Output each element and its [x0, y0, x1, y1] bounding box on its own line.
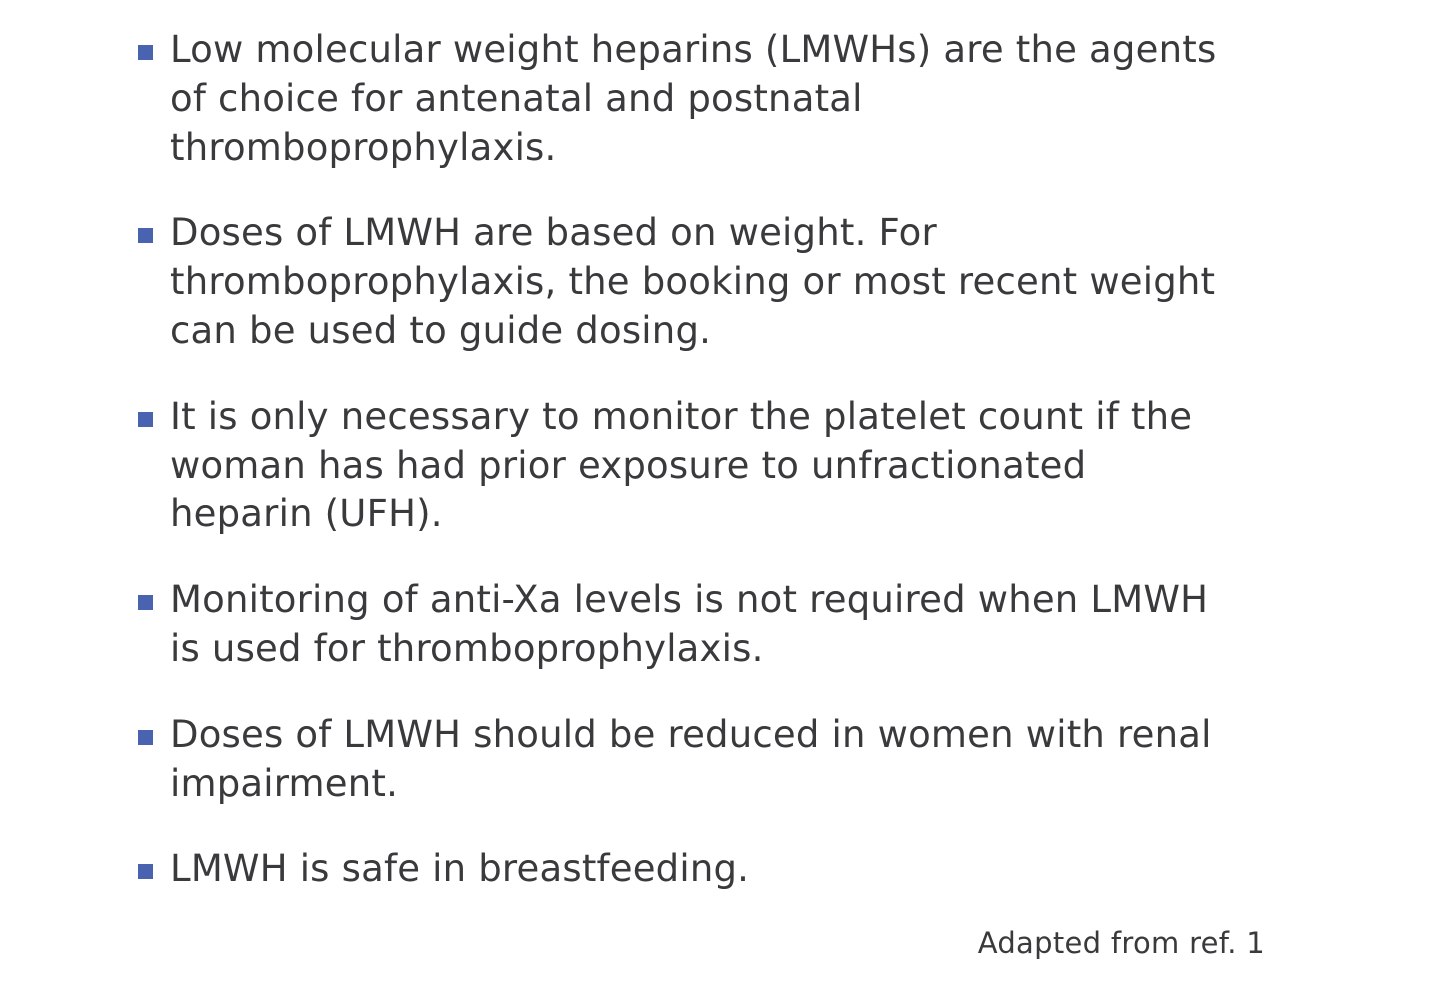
- source-attribution: Adapted from ref. 1: [977, 926, 1265, 960]
- square-bullet-icon: [138, 45, 153, 60]
- bullet-item: [138, 576, 1218, 674]
- bullet-text: It is only necessary to monitor the platelet count if the woman has had prior exposure to unfractionated heparin (UFH).: [170, 394, 1193, 536]
- square-bullet-icon: [138, 730, 153, 745]
- bullet-text: Monitoring of anti-Xa levels is not required when LMWH is used for thromboprophylaxis.: [170, 578, 1209, 670]
- bullet-text: Doses of LMWH should be reduced in women with renal impairment.: [170, 712, 1212, 805]
- bullet-text: Low molecular weight heparins (LMWHs) are the agents of choice for antenatal and postnatal thromboprophylaxis.: [170, 28, 1217, 169]
- bullet-item: [138, 845, 1218, 894]
- square-bullet-icon: [138, 412, 153, 427]
- bullet-text: Doses of LMWH are based on weight. For thromboprophylaxis, the booking or most recent weight can be used to guide dosing.: [170, 211, 1216, 352]
- bullet-item: [138, 26, 1218, 172]
- bullet-list: [138, 26, 1218, 894]
- square-bullet-icon: [138, 228, 153, 243]
- square-bullet-icon: [138, 864, 153, 879]
- bullet-text: LMWH is safe in breastfeeding.: [170, 847, 750, 891]
- bullet-item: [138, 393, 1218, 539]
- square-bullet-icon: [138, 595, 153, 610]
- bullet-item: [138, 209, 1218, 355]
- bullet-item: [138, 711, 1218, 809]
